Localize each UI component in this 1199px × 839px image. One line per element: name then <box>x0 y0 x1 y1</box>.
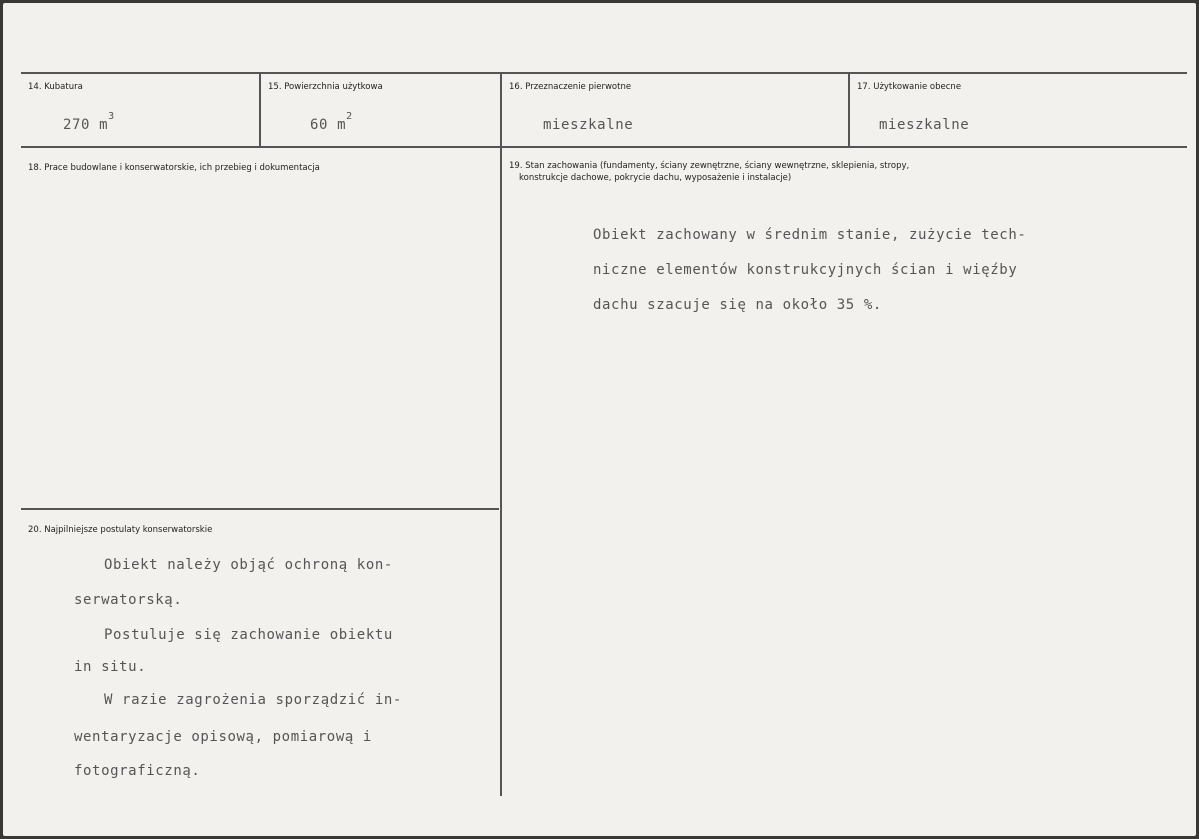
field-17-label: 17. Użytkowanie obecne <box>857 82 962 92</box>
section-18-20-divider <box>21 508 499 510</box>
field-14-value <box>63 111 115 133</box>
field-16-label: 16. Przeznaczenie pierwotne <box>509 82 632 92</box>
field-19-text-line-1: Obiekt zachowany w średnim stanie, zużycie tech- <box>593 227 1027 243</box>
field-14-number: 270 m <box>63 117 109 133</box>
field-19-text-line-2: niczne elementów konstrukcyjnych ścian i więźby <box>593 262 1018 278</box>
row1-bottom-rule <box>21 146 1187 148</box>
field-20-text-line-3: Postuluje się zachowanie obiektu <box>104 627 393 643</box>
top-rule <box>21 72 1187 74</box>
field-20-text-line-7: fotograficzną. <box>74 763 201 779</box>
row1-divider-3 <box>848 74 850 146</box>
field-20-text-line-1: Obiekt należy objąć ochroną kon- <box>104 557 393 573</box>
field-15-label: 15. Powierzchnia użytkowa <box>268 82 383 92</box>
field-18-label: 18. Prace budowlane i konserwatorskie, ich przebieg i dokumentacja <box>28 163 320 173</box>
field-15-number: 60 m <box>310 117 347 133</box>
field-15-value <box>310 111 353 133</box>
field-15-exponent: 2 <box>346 111 353 122</box>
field-20-text-line-5: W razie zagrożenia sporządzić in- <box>104 692 402 708</box>
field-20-text-line-4: in situ. <box>74 659 147 675</box>
row1-divider-1 <box>259 74 261 146</box>
field-20-label: 20. Najpilniejsze postulaty konserwatorskie <box>28 525 213 535</box>
field-19-label-line-2: konstrukcje dachowe, pokrycie dachu, wyposażenie i instalacje) <box>519 173 792 183</box>
field-19-label-line-1: 19. Stan zachowania (fundamenty, ściany zewnętrzne, ściany wewnętrzne, sklepienia, stropy, <box>509 161 910 171</box>
field-16-value: mieszkalne <box>543 117 634 133</box>
row1-divider-2 <box>500 74 502 796</box>
field-19-text-line-3: dachu szacuje się na około 35 %. <box>593 297 882 313</box>
field-14-label: 14. Kubatura <box>28 82 83 92</box>
field-14-exponent: 3 <box>108 111 115 122</box>
field-17-value: mieszkalne <box>879 117 970 133</box>
field-20-text-line-6: wentaryzacje opisową, pomiarową i <box>74 729 372 745</box>
record-card <box>3 3 1196 836</box>
field-20-text-line-2: serwatorską. <box>74 592 183 608</box>
